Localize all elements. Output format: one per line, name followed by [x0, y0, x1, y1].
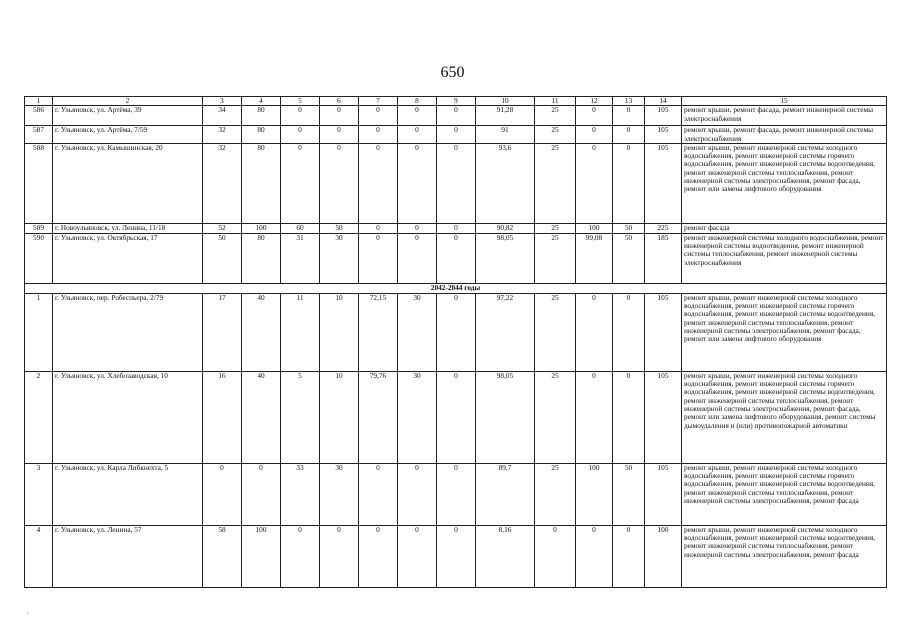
value-cell: 31 [281, 233, 320, 283]
column-header: 5 [281, 97, 320, 106]
value-cell: 0 [359, 525, 398, 587]
value-cell: 0 [576, 371, 613, 463]
value-cell: 225 [645, 223, 682, 233]
column-header: 14 [645, 97, 682, 106]
value-cell: 105 [645, 463, 682, 525]
value-cell: 8,16 [476, 525, 535, 587]
value-cell: 25 [535, 293, 576, 371]
table-row [25, 293, 887, 371]
works-cell: ремонт инженерной системы холодного водоснабжения, ремонт инженерной системы водоотведения, ремонт инженерной системы теплоснабжения, ремонт инженерной системы электроснабжения [682, 233, 887, 283]
works-cell: ремонт фасада [682, 223, 887, 233]
column-header: 8 [398, 97, 437, 106]
value-cell: 50 [613, 223, 645, 233]
works-cell: ремонт крыши, ремонт инженерной системы холодного водоснабжения, ремонт инженерной системы горячего водоснабжения, ремонт инженерной системы водоотведения, ремонт инженерной системы теплоснабжения, ремонт инженерной системы электроснабжения, ремонт фасада, ремонт или замена лифтового оборудования [682, 143, 887, 223]
works-cell: ремонт крыши, ремонт инженерной системы холодного водоснабжения, ремонт инженерной системы горячего водоснабжения, ремонт инженерной системы водоотведения, ремонт инженерной системы теплоснабжения, ремонт инженерной системы электроснабжения, ремонт фасада, ремонт или замена лифтового оборудования, ремонт системы дымоудаления и (или) противопожарной автоматики [682, 371, 887, 463]
column-header: 12 [576, 97, 613, 106]
value-cell: 105 [645, 106, 682, 126]
value-cell: 0 [576, 293, 613, 371]
value-cell: 0 [437, 106, 476, 126]
value-cell: 0 [359, 126, 398, 144]
value-cell: 50 [613, 233, 645, 283]
column-header: 1 [25, 97, 53, 106]
value-cell: 105 [645, 293, 682, 371]
value-cell: 80 [242, 143, 281, 223]
address-cell: г. Ульяновск, ул. Карла Либкнехта, 5 [53, 463, 203, 525]
value-cell: 185 [645, 233, 682, 283]
works-cell: ремонт крыши, ремонт инженерной системы холодного водоснабжения, ремонт инженерной системы горячего водоснабжения, ремонт инженерной системы водоотведения, ремонт инженерной системы теплоснабжения, ремонт инженерной системы электроснабжения, ремонт фасада, ремонт или замена лифтового оборудования [682, 293, 887, 371]
value-cell: 0 [320, 143, 359, 223]
value-cell: 100 [645, 525, 682, 587]
column-header: 3 [203, 97, 242, 106]
value-cell: 0 [359, 223, 398, 233]
works-cell: ремонт крыши, ремонт фасада, ремонт инженерной системы электроснабжения [682, 106, 887, 126]
value-cell: 0 [281, 106, 320, 126]
value-cell: 30 [398, 371, 437, 463]
value-cell: 10 [320, 293, 359, 371]
address-cell: г. Ульяновск, ул. Хлебозаводская, 10 [53, 371, 203, 463]
address-cell: г. Ульяновск, ул. Артёма, 7/59 [53, 126, 203, 144]
value-cell: 25 [535, 126, 576, 144]
value-cell: 11 [281, 293, 320, 371]
value-cell: 30 [320, 233, 359, 283]
value-cell: 0 [320, 126, 359, 144]
value-cell: 0 [320, 106, 359, 126]
value-cell: 0 [576, 106, 613, 126]
table-row [25, 106, 887, 126]
value-cell: 50 [203, 233, 242, 283]
value-cell: 60 [281, 223, 320, 233]
column-header: 10 [476, 97, 535, 106]
column-header: 7 [359, 97, 398, 106]
value-cell: 30 [320, 463, 359, 525]
value-cell: 16 [203, 371, 242, 463]
address-cell: г. Ульяновск, пер. Робеспьера, 2/79 [53, 293, 203, 371]
value-cell: 50 [613, 463, 645, 525]
value-cell: 40 [242, 293, 281, 371]
value-cell: 98,05 [476, 371, 535, 463]
section-row [25, 283, 887, 293]
value-cell: 0 [613, 525, 645, 587]
value-cell: 0 [535, 525, 576, 587]
value-cell: 0 [203, 463, 242, 525]
value-cell: 98,05 [476, 233, 535, 283]
value-cell: 80 [242, 233, 281, 283]
value-cell: 0 [437, 126, 476, 144]
value-cell: 25 [535, 143, 576, 223]
works-cell: ремонт крыши, ремонт инженерной системы холодного водоснабжения, ремонт инженерной системы горячего водоснабжения, ремонт инженерной системы водоотведения, ремонт инженерной системы теплоснабжения, ремонт инженерной системы электроснабжения, ремонт фасада [682, 463, 887, 525]
value-cell: 100 [576, 223, 613, 233]
value-cell: 99,08 [576, 233, 613, 283]
value-cell: 30 [398, 293, 437, 371]
address-cell: г. Ульяновск, ул. Камышинская, 20 [53, 143, 203, 223]
works-cell: ремонт крыши, ремонт фасада, ремонт инженерной системы электроснабжения [682, 126, 887, 144]
value-cell: 0 [242, 463, 281, 525]
value-cell: 0 [320, 525, 359, 587]
row-number: 4 [25, 525, 53, 587]
value-cell: 0 [437, 223, 476, 233]
value-cell: 58 [203, 525, 242, 587]
column-header: 9 [437, 97, 476, 106]
value-cell: 90,82 [476, 223, 535, 233]
value-cell: 0 [398, 126, 437, 144]
value-cell: 17 [203, 293, 242, 371]
value-cell: 34 [203, 106, 242, 126]
value-cell: 52 [203, 223, 242, 233]
value-cell: 0 [281, 143, 320, 223]
row-number: 588 [25, 143, 53, 223]
value-cell: 0 [437, 233, 476, 283]
value-cell: 93,6 [476, 143, 535, 223]
table-row [25, 223, 887, 233]
value-cell: 25 [535, 223, 576, 233]
value-cell: 10 [320, 371, 359, 463]
table-row [25, 143, 887, 223]
value-cell: 50 [320, 223, 359, 233]
value-cell: 0 [437, 371, 476, 463]
value-cell: 0 [398, 223, 437, 233]
table-row [25, 463, 887, 525]
row-number: 586 [25, 106, 53, 126]
value-cell: 0 [359, 143, 398, 223]
value-cell: 40 [242, 371, 281, 463]
column-header: 13 [613, 97, 645, 106]
value-cell: 0 [437, 525, 476, 587]
value-cell: 25 [535, 106, 576, 126]
row-number: 2 [25, 371, 53, 463]
value-cell: 97,22 [476, 293, 535, 371]
value-cell: 105 [645, 371, 682, 463]
column-header: 4 [242, 97, 281, 106]
address-cell: г. Ульяновск, ул. Октябрьская, 17 [53, 233, 203, 283]
value-cell: 0 [359, 106, 398, 126]
value-cell: 0 [437, 293, 476, 371]
table-row [25, 233, 887, 283]
value-cell: 0 [613, 106, 645, 126]
value-cell: 0 [613, 126, 645, 144]
row-number: 1 [25, 293, 53, 371]
column-header: 15 [682, 97, 887, 106]
column-header: 6 [320, 97, 359, 106]
row-number: 589 [25, 223, 53, 233]
value-cell: 105 [645, 126, 682, 144]
address-cell: г. Новоульяновск, ул. Ленина, 11/18 [53, 223, 203, 233]
table-row [25, 525, 887, 587]
works-cell: ремонт крыши, ремонт инженерной системы холодного водоснабжения, ремонт инженерной системы водоотведения, ремонт инженерной системы теплоснабжения, ремонт инженерной системы электроснабжения, ремонт фасада [682, 525, 887, 587]
row-number: 587 [25, 126, 53, 144]
value-cell: 0 [613, 293, 645, 371]
value-cell: 0 [281, 126, 320, 144]
column-header: 11 [535, 97, 576, 106]
column-header: 2 [53, 97, 203, 106]
row-number: 3 [25, 463, 53, 525]
value-cell: 80 [242, 126, 281, 144]
value-cell: 0 [613, 143, 645, 223]
address-cell: г. Ульяновск, ул. Артёма, 39 [53, 106, 203, 126]
value-cell: 0 [359, 463, 398, 525]
value-cell: 0 [437, 463, 476, 525]
value-cell: 100 [242, 525, 281, 587]
value-cell: 0 [576, 143, 613, 223]
value-cell: 0 [398, 233, 437, 283]
value-cell: 32 [203, 143, 242, 223]
column-number-row [25, 97, 887, 106]
value-cell: 80 [242, 106, 281, 126]
table-body [25, 97, 887, 588]
repair-program-table [24, 96, 887, 588]
value-cell: 0 [613, 371, 645, 463]
value-cell: 100 [242, 223, 281, 233]
value-cell: 0 [398, 143, 437, 223]
value-cell: 25 [535, 371, 576, 463]
value-cell: 0 [437, 143, 476, 223]
value-cell: 0 [576, 126, 613, 144]
value-cell: 91 [476, 126, 535, 144]
value-cell: 5 [281, 371, 320, 463]
value-cell: 0 [398, 525, 437, 587]
address-cell: г. Ульяновск, ул. Ленина, 57 [53, 525, 203, 587]
section-label: 2042-2044 годы [25, 283, 887, 293]
table-row [25, 126, 887, 144]
value-cell: 0 [281, 525, 320, 587]
value-cell: 105 [645, 143, 682, 223]
value-cell: 79,76 [359, 371, 398, 463]
value-cell: 89,7 [476, 463, 535, 525]
value-cell: 0 [398, 106, 437, 126]
value-cell: 100 [576, 463, 613, 525]
row-number: 590 [25, 233, 53, 283]
value-cell: 33 [281, 463, 320, 525]
scan-mark: · [26, 609, 29, 618]
value-cell: 72,15 [359, 293, 398, 371]
table-row [25, 371, 887, 463]
value-cell: 91,28 [476, 106, 535, 126]
value-cell: 0 [359, 233, 398, 283]
value-cell: 0 [576, 525, 613, 587]
value-cell: 25 [535, 233, 576, 283]
value-cell: 25 [535, 463, 576, 525]
value-cell: 32 [203, 126, 242, 144]
page-number: 650 [440, 64, 465, 81]
value-cell: 0 [398, 463, 437, 525]
